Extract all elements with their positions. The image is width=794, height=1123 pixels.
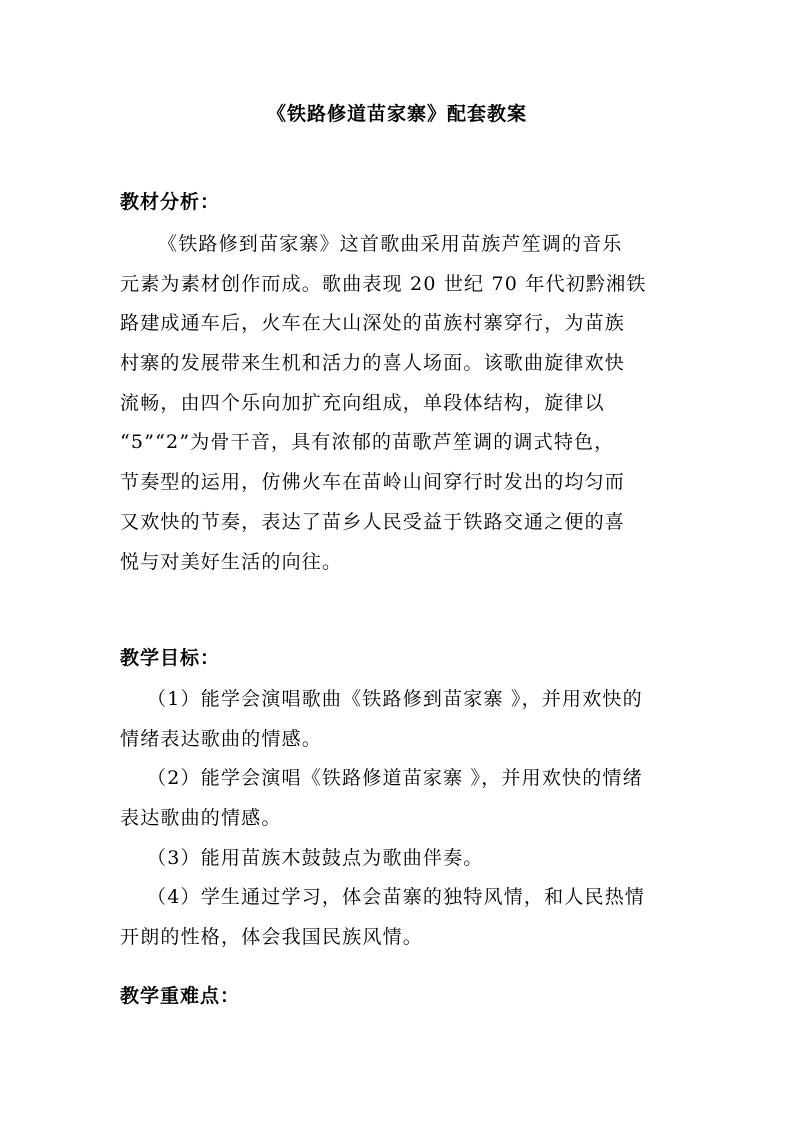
- analysis-line: 又欢快的节奏，表达了苗乡人民受益于铁路交通之便的喜: [120, 510, 626, 533]
- objective-line: （3）能用苗族木鼓鼓点为歌曲伴奏。: [147, 846, 484, 869]
- objectives-heading: 教学目标：: [120, 647, 221, 669]
- objectives-paragraph: [120, 680, 680, 958]
- analysis-heading: 教材分析：: [120, 191, 221, 213]
- analysis-line: 村寨的发展带来生机和活力的喜人场面。该歌曲旋律欢快: [120, 352, 626, 375]
- analysis-line: 路建成通车后，火车在大山深处的苗族村寨穿行，为苗族: [120, 312, 626, 335]
- objective-line: （2）能学会演唱《铁路修道苗家寨 》，并用欢快的情绪: [147, 767, 643, 790]
- analysis-line: 节奏型的运用，仿佛火车在苗岭山间穿行时发出的均匀而: [120, 471, 626, 494]
- document-title: 《铁路修道苗家寨》配套教案: [266, 103, 527, 125]
- analysis-line: 《铁路修到苗家寨》这首歌曲采用苗族芦笙调的音乐: [158, 233, 623, 255]
- objective-line: （1）能学会演唱歌曲《铁路修到苗家寨 》，并用欢快的: [147, 688, 643, 710]
- analysis-line: “5”“2”为骨干音，具有浓郁的苗歌芦笙调的调式特色，: [120, 431, 615, 454]
- analysis-line: 流畅，由四个乐向加扩充向组成，单段体结构，旋律以: [120, 391, 605, 414]
- analysis-paragraph: [120, 225, 680, 582]
- objective-line: 开朗的性格，体会我国民族风情。: [120, 926, 424, 949]
- objective-line: 表达歌曲的情感。: [120, 807, 282, 830]
- analysis-line: 悦与对美好生活的向往。: [120, 550, 343, 573]
- analysis-line: 元素为素材创作而成。歌曲表现 20 世纪 70 年代初黔湘铁: [120, 272, 647, 295]
- difficulties-heading: 教学重难点：: [120, 985, 241, 1007]
- objective-line: （4）学生通过学习，体会苗寨的独特风情，和人民热情: [147, 886, 646, 909]
- objective-line: 情绪表达歌曲的情感。: [120, 727, 323, 750]
